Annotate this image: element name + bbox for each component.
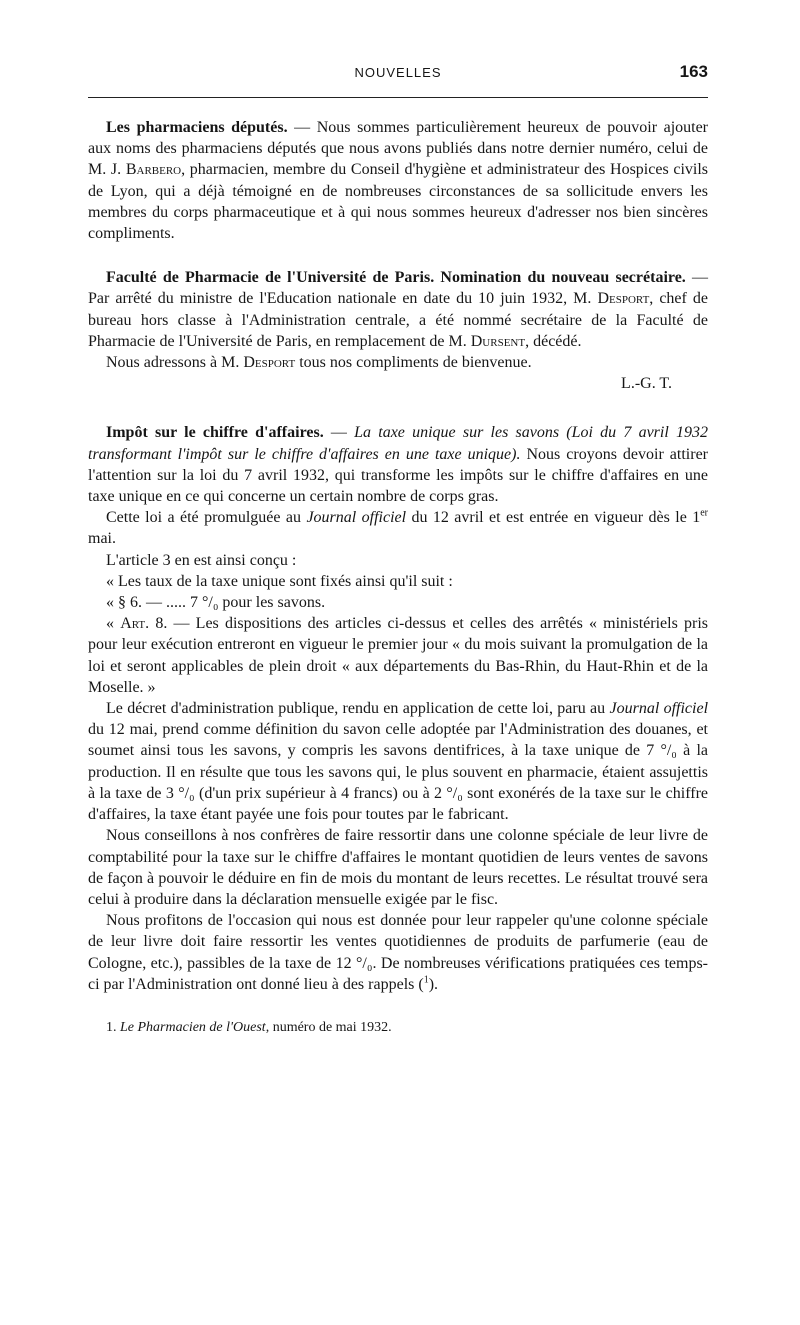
text-run: « — [106, 615, 121, 633]
news-item-impot-chiffre-affaires — [88, 422, 708, 507]
news-item-faculte-pharmacie — [88, 267, 708, 352]
text-run: , numéro de mai 1932. — [265, 1019, 392, 1035]
text-run: du 12 avril et est entrée en vigueur dès le 1 — [406, 509, 701, 527]
text-run: ). — [428, 975, 439, 993]
page-number: 163 — [679, 62, 708, 81]
news-subtitle: La taxe unique sur les savons (Loi du 7 avril 1932 transformant l'impôt sur le chiffre d'affaires en une taxe unique). — [88, 424, 709, 463]
text-run: — Nous sommes particulièrement heureux de pouvoir ajouter aux noms des pharmaciens députés que nous avons publiés dans notre dernier numéro, celui de M. J. — [88, 119, 709, 179]
news-heading: Faculté de Pharmacie de l'Université de Paris. Nomination du nouveau secrétaire. — [106, 269, 686, 287]
person-name: Desport — [597, 290, 650, 308]
section-title: NOUVELLES — [354, 65, 442, 80]
author-signature: L.-G. T. — [621, 375, 672, 393]
paragraph — [88, 352, 708, 373]
text-run: Cette loi a été promulguée au — [106, 509, 307, 527]
publication-name: Le Pharmacien de l'Ouest — [120, 1019, 266, 1035]
text-run: — — [323, 424, 355, 442]
paragraph — [88, 507, 708, 549]
article-label: Art. — [120, 615, 150, 633]
text-run: Nous adressons à M. — [106, 354, 244, 372]
header-rule — [88, 97, 708, 98]
text-run: mai. — [88, 530, 116, 548]
footnote-ref: 1 — [423, 974, 429, 986]
person-name: Desport — [243, 354, 296, 372]
news-item-pharmaciens-deputes — [88, 117, 708, 244]
text-run: — Par arrêté du ministre de l'Education nationale en date du 10 juin 1932, M. — [88, 269, 709, 308]
news-heading: Impôt sur le chiffre d'affaires. — [106, 424, 324, 442]
text-run: , pharmacien, membre du Conseil d'hygiène et administrateur des Hospices civils de Lyon, qui a déjà témoigné en de nombreuses circonstances de sa sollicitude envers les membres du corps pharmaceutique et à qui nous sommes heureux d'adresser nos bien sincères compliments. — [88, 161, 709, 243]
quote-line: « § 6. — ..... 7 °/₀ pour les savons. — [106, 594, 326, 612]
footnote-number: 1. — [106, 1019, 120, 1035]
article-body — [88, 117, 708, 1038]
text-run: tous nos compliments de bienvenue. — [295, 354, 532, 372]
person-name: Barbero — [125, 161, 182, 179]
publication-name: Journal officiel — [609, 700, 709, 718]
paragraph: Nous conseillons à nos confrères de faire ressortir dans une colonne spéciale de leur livre de comptabilité pour la taxe sur le chiffre d'affaires le montant quotidien de leurs ventes de savons de façon à pouvoir le déduire en fin de mois du montant de leurs recettes. Le résultat trouvé sera celui à produire dans la déclaration mensuelle exigée par le fisc. — [88, 827, 708, 908]
paragraph: L'article 3 en est ainsi conçu : — [106, 551, 297, 569]
text-run: 8. — Les dispositions des articles ci-dessus et celles des arrêtés « ministériels pris pour leur exécution entreront en vigueur le premier jour « du mois suivant la promulgation de la loi et seront applicables de plein droit « aux départements du Bas-Rhin, du Haut-Rhin et de la Moselle. » — [88, 615, 709, 696]
superscript: er — [700, 507, 708, 519]
paragraph — [88, 910, 708, 995]
text-run: Nous profitons de l'occasion qui nous est donnée pour leur rappeler qu'une colonne spéciale de leur livre doit faire ressortir les ventes quotidiennes de produits de parfumerie (eau de Cologne, etc.), passibles de la taxe de 12 °/₀. De nombreuses vérifications pratiquées ces temps-ci par l'Administration ont donné lieu à des rappels ( — [88, 912, 708, 993]
paragraph — [88, 698, 708, 825]
quote-block — [88, 613, 708, 698]
text-run: Le décret d'administration publique, rendu en application de cette loi, paru au — [106, 700, 610, 718]
publication-name: Journal officiel — [306, 509, 407, 527]
text-run: , décédé. — [525, 332, 582, 350]
person-name: Dursent — [470, 332, 526, 350]
text-run: Nous croyons devoir attirer l'attention sur la loi du 7 avril 1932, qui transforme les impôts sur le chiffre d'affaires en une taxe unique en ce qui concerne un certain nombre de corps gras. — [88, 445, 709, 506]
news-heading: Les pharmaciens députés. — [106, 119, 288, 136]
text-run: du 12 mai, prend comme définition du savon celle adoptée par l'Administration des douanes, et soumet ainsi tous les savons, y compris les savons dentifrices, à la taxe unique de 7 °/₀ à la production. Il en résulte que tous les savons qui, le plus souvent en pharmacie, étaient assujettis à la taxe de 3 °/₀ (d'un prix supérieur à 4 francs) ou à 2 °/₀ sont exonérés de la taxe sur le chiffre d'affaires, la taxe étant payée une fois pour toutes par le fabricant. — [88, 721, 708, 824]
footnote — [88, 1017, 708, 1038]
running-head — [88, 62, 708, 84]
quote-line: « Les taux de la taxe unique sont fixés ainsi qu'il suit : — [106, 572, 453, 590]
text-run: , chef de bureau hors classe à l'Administration centrale, a été nommé secrétaire de la Faculté de Pharmacie de l'Université de Paris, en remplacement de M. — [88, 290, 708, 350]
